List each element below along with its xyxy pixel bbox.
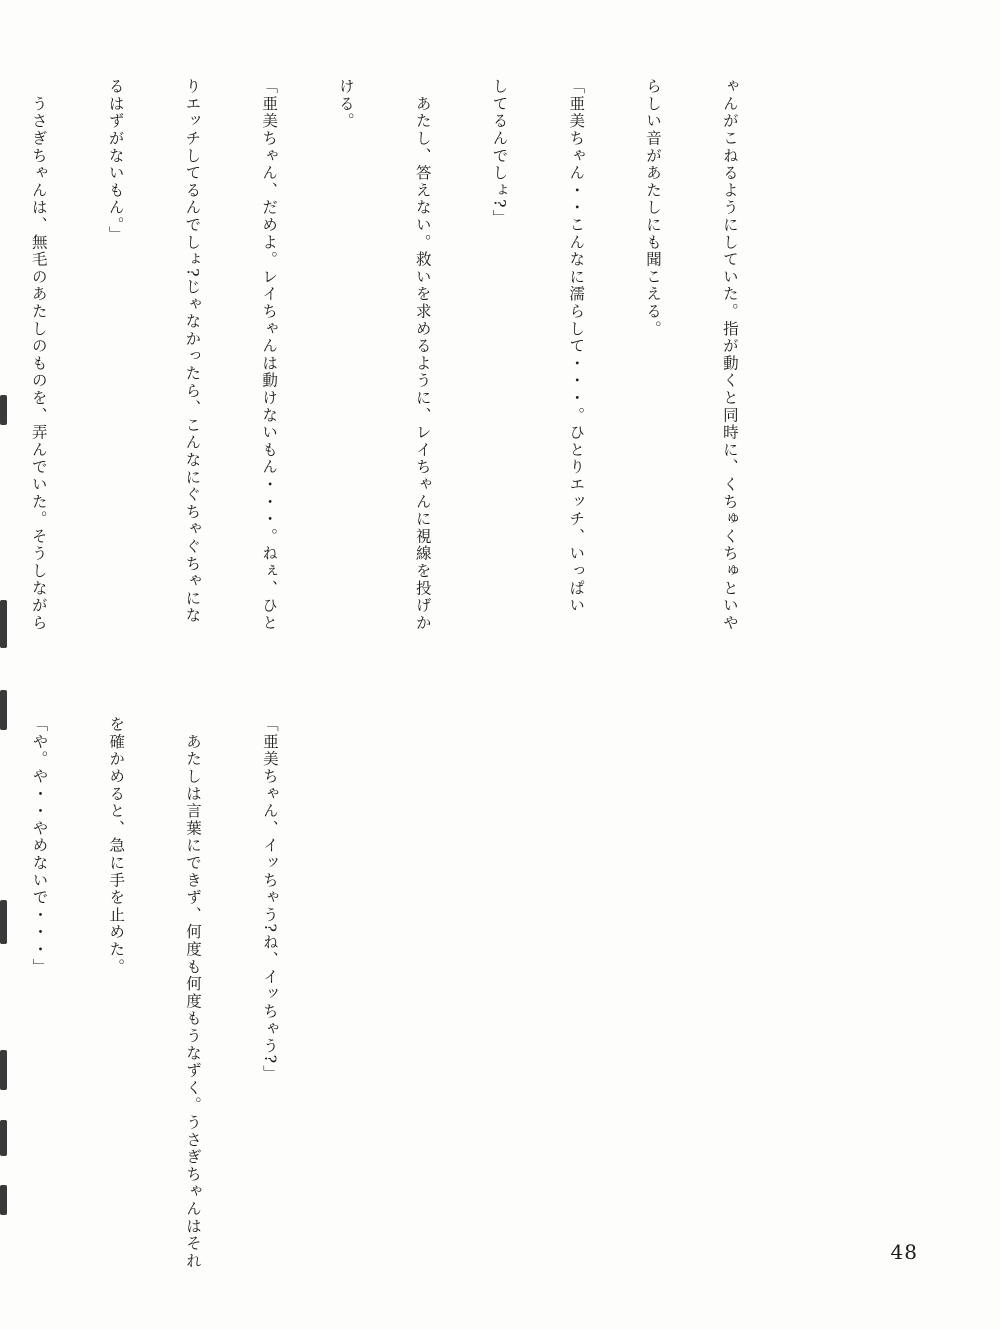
text-line: 「や。や・・やめないで・・・」 <box>30 716 49 976</box>
text-line: るはずがないもん。」 <box>106 78 125 244</box>
text-line: してるんでしょ?」 <box>490 78 509 227</box>
text-line: りエッチしてるんでしょ?じゃなかったら、こんなにぐちゃぐちゃにな <box>183 78 202 625</box>
page-number: 48 <box>890 1240 918 1264</box>
text-line: ける。 <box>336 78 355 130</box>
lower-text-block <box>0 716 333 1276</box>
text-line: あたし、答えない。救いを求めるように、レイちゃんに視線を投げか <box>413 78 432 632</box>
text-line: 「亜美ちゃん、だめよ。レイちゃんは動けないもん・・・。ねぇ、ひと <box>260 78 279 632</box>
text-line: あたしは言葉にできず、何度も何度もうなずく。うさぎちゃんはそれ <box>184 716 203 1270</box>
text-line: 「亜美ちゃん・・こんなに濡らして・・・。ひとりエッチ、いっぱい <box>567 78 586 615</box>
text-line: 「亜美ちゃん、イッちゃう?ね、イッちゃう?」 <box>260 716 279 1083</box>
text-line: ゃんがこねるようにしていた。指が動くと同時に、くちゅくちゅといや <box>720 78 739 632</box>
text-line: らしい音があたしにも聞こえる。 <box>644 78 663 338</box>
text-line: うさぎちゃんは、無毛のあたしのものを、弄んでいた。そうしながら <box>29 78 48 632</box>
text-line: を確かめると、急に手を止めた。 <box>107 716 126 976</box>
upper-text-block <box>29 78 793 668</box>
